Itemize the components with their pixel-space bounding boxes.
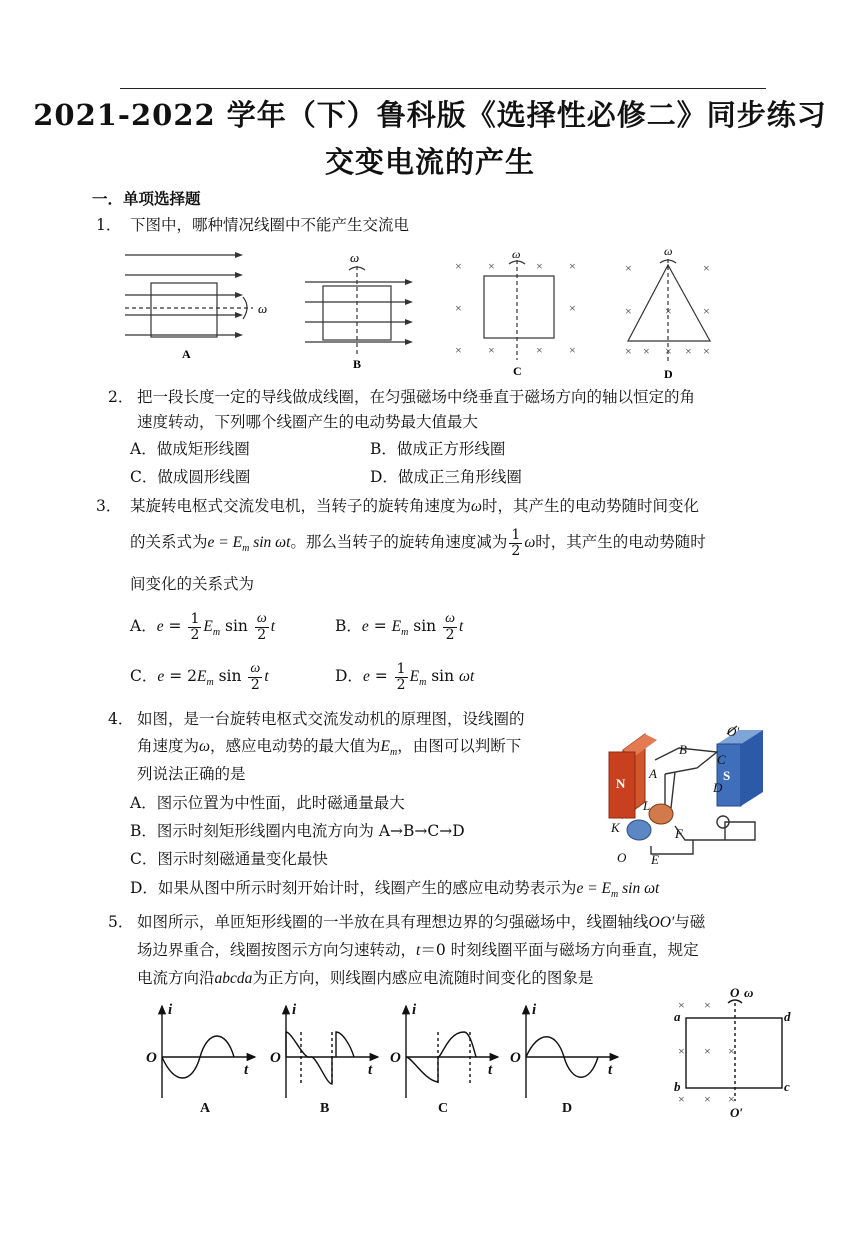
q1-label-c: C xyxy=(513,364,522,378)
q4-option-c: C．图示时刻磁通量变化最快 xyxy=(130,850,328,868)
q3-option-d: D．e = $\frac{1}{2}$ $E_m$ sin ωt xyxy=(335,661,475,693)
q5-line3: 电流方向沿abcda为正方向，则线圈内感应电流随时间变化的图象是 xyxy=(137,969,594,987)
svg-text:×: × xyxy=(704,998,711,1012)
svg-text:×: × xyxy=(643,344,650,358)
q5-line1: 如图所示，单匝矩形线圈的一半放在具有理想边界的匀强磁场中，线圈轴线OO′与磁 xyxy=(137,913,706,931)
q2-option-b: B．做成正方形线圈 xyxy=(370,440,506,458)
q4-number: 4． xyxy=(108,710,134,728)
section-heading: 一．单项选择题 xyxy=(92,189,201,208)
svg-text:×: × xyxy=(678,1044,685,1058)
q5-label-a: A xyxy=(200,1101,211,1116)
svg-text:t: t xyxy=(368,1062,373,1078)
svg-text:×: × xyxy=(536,343,543,357)
svg-text:×: × xyxy=(455,343,462,357)
svg-text:O: O xyxy=(617,850,627,865)
svg-text:A: A xyxy=(649,766,657,781)
svg-text:×: × xyxy=(455,301,462,315)
svg-text:×: × xyxy=(665,344,672,358)
svg-text:O: O xyxy=(510,1050,521,1066)
svg-text:b: b xyxy=(674,1079,681,1094)
q1-figure-a xyxy=(125,245,285,365)
q3-option-c: C．$e = 2E_m$ sin $\frac{\omega}{2}$ t xyxy=(130,661,269,693)
q4-line3: 列说法正确的是 xyxy=(137,765,246,783)
q5-number: 5． xyxy=(108,913,134,931)
q1-figure-d xyxy=(620,245,730,380)
svg-text:O: O xyxy=(146,1050,157,1066)
q5-label-b: B xyxy=(320,1101,330,1116)
q2-number: 2． xyxy=(108,388,134,406)
svg-text:S: S xyxy=(723,768,731,783)
svg-text:×: × xyxy=(678,998,685,1012)
svg-text:×: × xyxy=(455,259,462,273)
q1-figure-c xyxy=(450,248,590,376)
q4-line2: 角速度为ω，感应电动势的最大值为$E_m$，由图可以判断下 xyxy=(137,737,522,759)
svg-text:i: i xyxy=(292,1002,297,1018)
q3-option-b: B．$e = E_m$ sin $\frac{\omega}{2}$ t xyxy=(335,611,464,643)
svg-text:×: × xyxy=(704,1044,711,1058)
q1-label-b: B xyxy=(353,357,362,371)
svg-text:×: × xyxy=(728,1044,735,1058)
svg-text:×: × xyxy=(703,344,710,358)
q3-line2: 的关系式为$e = E_m$ sin ωt。那么当转子的旋转角速度减为 $\frac{1}{2}$ ω时，其产生的电动势随时 xyxy=(130,527,706,559)
q4-option-b: B．图示时刻矩形线圈内电流方向为 A→B→C→D xyxy=(130,822,465,840)
q3-line1: 某旋转电枢式交流发电机，当转子的旋转角速度为ω时，其产生的电动势随时间变化 xyxy=(130,497,699,515)
svg-text:i: i xyxy=(532,1002,537,1018)
svg-text:t: t xyxy=(608,1062,613,1078)
svg-text:L: L xyxy=(643,798,651,813)
svg-text:×: × xyxy=(569,343,576,357)
svg-text:×: × xyxy=(678,1092,685,1106)
svg-text:O: O xyxy=(730,985,740,1000)
q1-number: 1． xyxy=(96,216,122,234)
svg-text:×: × xyxy=(685,344,692,358)
svg-text:N: N xyxy=(616,776,626,791)
q1-figure-b xyxy=(305,250,425,370)
svg-text:×: × xyxy=(703,261,710,275)
q2-stem-line1: 把一段长度一定的导线做成线圈，在匀强磁场中绕垂直于磁场方向的轴以恒定的角 xyxy=(137,388,696,406)
svg-text:i: i xyxy=(168,1002,173,1018)
svg-text:×: × xyxy=(728,1092,735,1106)
svg-text:i: i xyxy=(412,1002,417,1018)
q2-option-c: C．做成圆形线圈 xyxy=(130,468,251,486)
q4-option-d: D．如果从图中所示时刻开始计时，线圈产生的感应电动势表示为$e = E_m$ sin ωt xyxy=(130,879,660,901)
q5-graphs xyxy=(140,1000,640,1120)
q5-label-c: C xyxy=(438,1101,449,1116)
q1-label-a: A xyxy=(182,347,191,361)
svg-text:C: C xyxy=(717,752,726,767)
svg-text:F: F xyxy=(675,826,683,841)
q4-option-a: A．图示位置为中性面，此时磁通量最大 xyxy=(130,794,405,812)
svg-text:D: D xyxy=(713,780,723,795)
svg-text:×: × xyxy=(569,301,576,315)
svg-text:O: O xyxy=(270,1050,281,1066)
svg-text:B: B xyxy=(679,742,687,757)
svg-text:×: × xyxy=(703,304,710,318)
svg-text:×: × xyxy=(625,261,632,275)
q4-generator-figure xyxy=(605,722,775,867)
svg-text:×: × xyxy=(488,259,495,273)
q2-option-a: A．做成矩形线圈 xyxy=(130,440,250,458)
svg-text:t: t xyxy=(244,1062,249,1078)
q5-coil-figure xyxy=(672,985,802,1120)
q5-line2: 场边界重合，线圈按图示方向匀速转动，t＝0 时刻线圈平面与磁场方向垂直，规定 xyxy=(137,941,699,959)
q2-stem-line2: 速度转动，下列哪个线圈产生的电动势最大值最大 xyxy=(137,413,479,431)
svg-text:ω: ω xyxy=(664,244,673,258)
q3-option-a: A．e = $\frac{1}{2}$ $E_m$ sin $\frac{\omega}{2}$ t xyxy=(130,611,276,643)
svg-text:ω: ω xyxy=(744,985,754,1000)
svg-text:×: × xyxy=(665,304,672,318)
q2-option-d: D．做成正三角形线圈 xyxy=(370,468,522,486)
svg-text:ω: ω xyxy=(258,301,268,316)
svg-text:K: K xyxy=(611,820,620,835)
svg-text:×: × xyxy=(569,259,576,273)
svg-text:ω: ω xyxy=(350,250,360,265)
svg-text:E: E xyxy=(651,852,659,867)
header-rule xyxy=(120,88,766,89)
page-title: 2021-2022 学年（下）鲁科版《选择性必修二》同步练习 xyxy=(33,98,827,132)
svg-text:×: × xyxy=(488,343,495,357)
svg-text:c: c xyxy=(784,1079,790,1094)
svg-text:O′: O′ xyxy=(730,1105,744,1120)
svg-text:×: × xyxy=(625,304,632,318)
svg-text:d: d xyxy=(784,1009,791,1024)
svg-text:ω: ω xyxy=(512,247,521,261)
svg-text:t: t xyxy=(488,1062,493,1078)
q4-line1: 如图，是一台旋转电枢式交流发动机的原理图，设线圈的 xyxy=(137,710,525,728)
svg-text:×: × xyxy=(536,259,543,273)
page-subtitle: 交变电流的产生 xyxy=(324,145,535,179)
svg-text:a: a xyxy=(674,1009,681,1024)
q1-stem: 下图中，哪种情况线圈中不能产生交流电 xyxy=(130,216,410,234)
q1-label-d: D xyxy=(664,367,673,381)
svg-text:O: O xyxy=(390,1050,401,1066)
q3-number: 3． xyxy=(96,497,122,515)
q3-line3: 间变化的关系式为 xyxy=(130,575,255,593)
q5-label-d: D xyxy=(562,1101,573,1116)
svg-text:×: × xyxy=(704,1092,711,1106)
svg-text:×: × xyxy=(625,344,632,358)
svg-text:O′: O′ xyxy=(727,724,740,739)
